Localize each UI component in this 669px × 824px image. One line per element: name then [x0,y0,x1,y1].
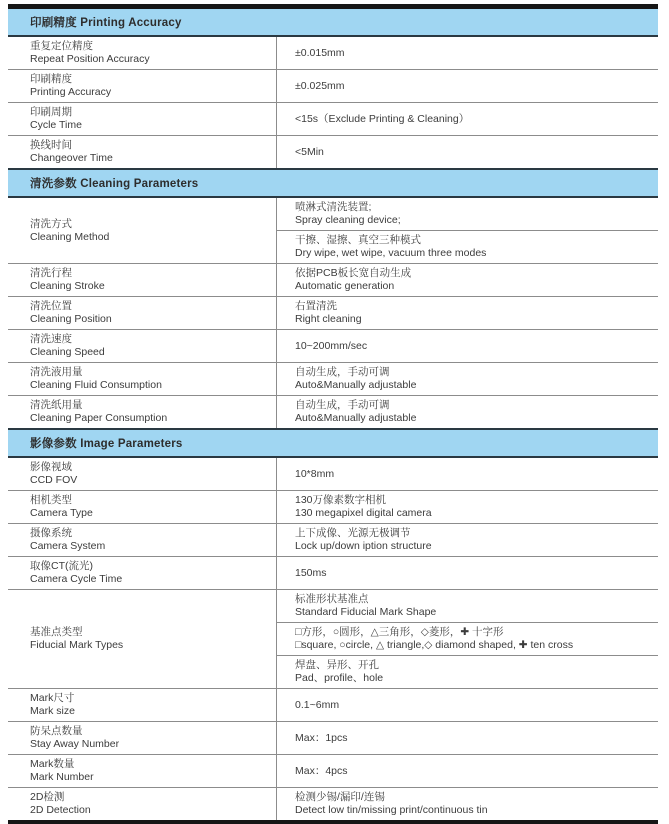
spec-values [277,491,658,523]
value-cell [277,136,658,168]
label-en: CCD FOV [30,474,78,486]
value-line: 上下成像、光源无极调节 [295,527,411,539]
label-zh: 换线时间 [30,139,72,151]
spec-values [277,264,658,296]
value-cell [277,788,658,820]
value-cell [277,557,658,589]
spec-label [8,198,277,263]
value-line: Pad、profile、hole [295,672,384,684]
label-zh: 清洗液用量 [30,366,83,378]
label-zh: 取像CT(流光) [30,560,93,572]
label-zh: Mark数量 [30,758,75,770]
label-zh: 摄像系统 [30,527,72,539]
spec-values [277,755,658,787]
value-cell [277,524,658,556]
value-cell [277,491,658,523]
value-line: □square, ○circle, △ triangle,◇ diamond shaped, ✚ ten cross [295,639,574,651]
label-zh: 影像视域 [30,461,72,473]
value-cell [277,230,658,263]
spec-row-stay-away-number [8,721,658,754]
value-line: 检测少锡/漏印/连锡 [295,791,385,803]
label-en: Repeat Position Accuracy [30,53,150,65]
label-zh: 清洗行程 [30,267,72,279]
value-line: Dry wipe, wet wipe, vacuum three modes [295,247,487,259]
label-en: Printing Accuracy [30,86,112,98]
value-line: Lock up/down iption structure [295,540,432,552]
value-line: Auto&Manually adjustable [295,412,417,424]
spec-row-cleaning-speed [8,329,658,362]
value-cell [277,70,658,102]
spec-row-ccd-fov [8,458,658,490]
value-cell [277,264,658,296]
spec-row-changeover-time [8,135,658,168]
value-cell [277,396,658,428]
value-cell [277,722,658,754]
label-en: Cycle Time [30,119,82,131]
spec-row-mark-size [8,688,658,721]
spec-values [277,557,658,589]
value-line: Max：4pcs [295,764,348,777]
label-en: Cleaning Position [30,313,112,325]
label-en: Cleaning Paper Consumption [30,412,168,424]
spec-label [8,264,277,296]
section-header-image-parameters: 影像参数 Image Parameters [8,428,658,458]
spec-values [277,297,658,329]
label-en: Mark size [30,705,75,717]
value-line: Right cleaning [295,313,362,325]
spec-values [277,590,658,688]
label-en: Camera System [30,540,106,552]
spec-row-cleaning-paper-consumption [8,395,658,428]
spec-label [8,363,277,395]
value-line: Spray cleaning device; [295,214,401,226]
value-line: ±0.015mm [295,46,345,59]
value-cell [277,103,658,135]
label-en: Changeover Time [30,152,113,164]
label-en: 2D Detection [30,804,91,816]
spec-row-fiducial-mark-types [8,589,658,688]
spec-label [8,557,277,589]
spec-label [8,70,277,102]
spec-row-camera-type [8,490,658,523]
value-line: 10*8mm [295,467,335,480]
spec-label [8,396,277,428]
value-line: 依据PCB板长宽自动生成 [295,267,412,279]
label-en: Stay Away Number [30,738,120,750]
value-line: 自动生成，手动可调 [295,366,390,378]
label-zh: Mark尺寸 [30,692,75,704]
label-zh: 重复定位精度 [30,40,93,52]
value-line: 自动生成，手动可调 [295,399,390,411]
spec-values [277,103,658,135]
value-line: 150ms [295,566,327,579]
value-line: 焊盘、异形、开孔 [295,659,379,671]
bottom-rule [8,820,658,824]
label-zh: 防呆点数量 [30,725,83,737]
spec-row-mark-number [8,754,658,787]
value-line: Automatic generation [295,280,395,292]
section-header-cleaning-parameters: 清洗参数 Cleaning Parameters [8,168,658,198]
value-line: Max：1pcs [295,731,348,744]
spec-values [277,524,658,556]
spec-values [277,70,658,102]
value-line: Auto&Manually adjustable [295,379,417,391]
spec-values [277,689,658,721]
label-en: Camera Cycle Time [30,573,123,585]
label-en: Fiducial Mark Types [30,639,124,651]
spec-row-printing-accuracy [8,69,658,102]
value-cell [277,458,658,490]
value-line: □方形，○圆形，△三角形，◇菱形，✚ 十字形 [295,626,504,638]
value-line: ±0.025mm [295,79,345,92]
value-cell [277,198,658,230]
spec-values [277,37,658,69]
label-en: Cleaning Method [30,230,110,243]
value-line: 130 megapixel digital camera [295,507,432,519]
value-cell [277,363,658,395]
label-en: Camera Type [30,507,93,519]
label-zh: 基准点类型 [30,626,83,638]
value-cell [277,297,658,329]
spec-row-cleaning-stroke [8,263,658,296]
value-cell [277,755,658,787]
section-header-printing-accuracy: 印刷精度 Printing Accuracy [8,9,658,37]
value-line: <15s（Exclude Printing & Cleaning） [295,112,470,125]
value-cell [277,37,658,69]
label-zh: 清洗方式 [30,217,72,230]
value-line: 喷淋式清洗装置; [295,201,372,213]
spec-label [8,103,277,135]
value-line: <5Min [295,145,324,158]
spec-values [277,198,658,263]
label-en: Mark Number [30,771,94,783]
spec-row-camera-system [8,523,658,556]
section-rows-image-parameters [8,458,658,820]
spec-label [8,37,277,69]
value-cell [277,689,658,721]
spec-row-cleaning-position [8,296,658,329]
spec-row-2d-detection [8,787,658,820]
label-zh: 相机类型 [30,494,72,506]
label-en: Cleaning Stroke [30,280,105,292]
spec-values [277,330,658,362]
spec-label [8,722,277,754]
label-zh: 清洗速度 [30,333,72,345]
spec-values [277,788,658,820]
spec-label [8,297,277,329]
value-line: 右置清洗 [295,300,337,312]
spec-label [8,330,277,362]
spec-label [8,755,277,787]
spec-label [8,458,277,490]
label-zh: 清洗位置 [30,300,72,312]
section-rows-printing-accuracy [8,37,658,168]
value-line: Standard Fiducial Mark Shape [295,606,437,618]
value-cell [277,655,658,688]
spec-row-cleaning-fluid-consumption [8,362,658,395]
value-cell [277,330,658,362]
spec-values [277,722,658,754]
value-line: Detect low tin/missing print/continuous tin [295,804,488,816]
value-line: 0.1~6mm [295,698,340,711]
section-rows-cleaning-parameters [8,198,658,428]
label-en: Cleaning Fluid Consumption [30,379,162,391]
value-line: 标准形状基准点 [295,593,369,605]
value-line: 干擦、湿擦、真空三种模式 [295,234,421,246]
spec-label [8,524,277,556]
label-zh: 印刷周期 [30,106,72,118]
spec-values [277,396,658,428]
spec-row-cleaning-method [8,198,658,263]
label-zh: 印刷精度 [30,73,72,85]
spec-row-cycle-time [8,102,658,135]
label-en: Cleaning Speed [30,346,105,358]
value-cell [277,590,658,622]
spec-row-repeat-position-accuracy [8,37,658,69]
spec-label [8,136,277,168]
spec-values [277,363,658,395]
spec-label [8,788,277,820]
spec-values [277,136,658,168]
value-cell-fiducial-shapes [277,622,658,655]
label-zh: 2D检测 [30,791,65,803]
spec-row-camera-cycle-time [8,556,658,589]
value-line: 10~200mm/sec [295,339,368,352]
value-line: 130万像素数字相机 [295,494,387,506]
spec-label [8,590,277,688]
spec-label [8,689,277,721]
spec-sheet [8,4,658,824]
label-zh: 清洗纸用量 [30,399,83,411]
spec-values [277,458,658,490]
spec-label [8,491,277,523]
